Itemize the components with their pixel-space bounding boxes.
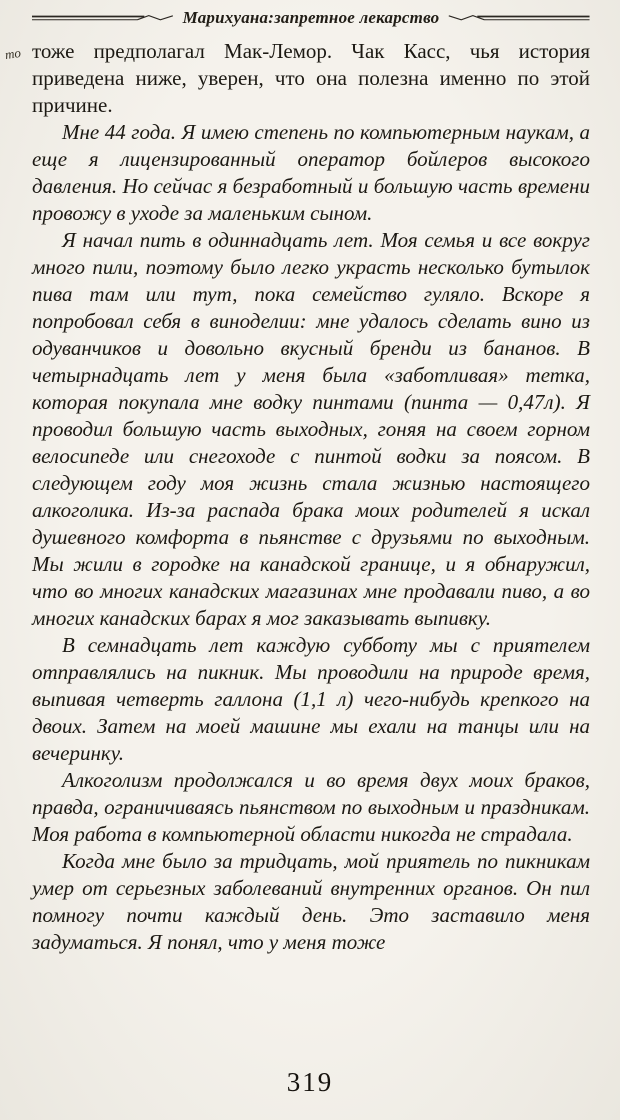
paragraph-intro: тоже предполагал Мак-Лемор. Чак Касс, чья история приведена ниже, уверен, что она полезна именно по этой причине. bbox=[32, 39, 590, 117]
page-body bbox=[32, 38, 590, 956]
header-ornament-left bbox=[32, 13, 175, 23]
header-ornament-right bbox=[447, 13, 590, 23]
paragraph-quote-5: Когда мне было за тридцать, мой приятель по пикникам умер от серьезных заболеваний внутренних органов. Он пил помногу почти каждый день. Это заставило меня задуматься. Я понял, что у меня тоже bbox=[32, 849, 590, 954]
paragraph-quote-1: Мне 44 года. Я имею степень по компьютерным наукам, а еще я лицензированный оператор бойлеров высокого давления. Но сейчас я безработный и большую часть времени провожу в уходе за маленьким сыном. bbox=[32, 120, 590, 225]
running-header bbox=[32, 8, 590, 28]
running-header-title: Марихуана:запретное лекарство bbox=[182, 8, 440, 27]
paragraph-quote-2: Я начал пить в одиннадцать лет. Моя семья и все вокруг много пили, поэтому было легко украсть несколько бутылок пива там или тут, пока семейство гуляло. Вскоре я попробовал себя в виноделии: мне удалось сделать вино из одуванчиков и довольно вкусный бренди из бананов. В четырнадцать лет у меня была «заботливая» тетка, которая покупала мне водку пинтами (пинта — 0,47л). Я проводил большую часть выходных, гоняя на своем горном велосипеде или снегоходе с пинтой водки за поясом. В следующем году моя жизнь стала жизнью настоящего алкоголика. Из-за распада брака моих родителей я искал душевного комфорта в пьянстве с друзьями по выходным. Мы жили в городке на канадской границе, и я обнаружил, что во многих канадских магазинах мне продавали пиво, а во многих канадских барах я мог заказывать выпивку. bbox=[32, 228, 590, 630]
paragraph-quote-4: Алкоголизм продолжался и во время двух моих браков, правда, ограничиваясь пьянством по выходным и праздникам. Моя работа в компьютерной области никогда не страдала. bbox=[32, 768, 590, 846]
margin-note: то bbox=[3, 44, 22, 63]
page-number: 319 bbox=[286, 1067, 334, 1097]
paragraph-quote-3: В семнадцать лет каждую субботу мы с приятелем отправлялись на пикник. Мы проводили на природе время, выпивая четверть галлона (1,1 л) чего-нибудь крепкого на двоих. Затем на моей машине мы ехали на танцы или на вечеринку. bbox=[32, 633, 590, 765]
